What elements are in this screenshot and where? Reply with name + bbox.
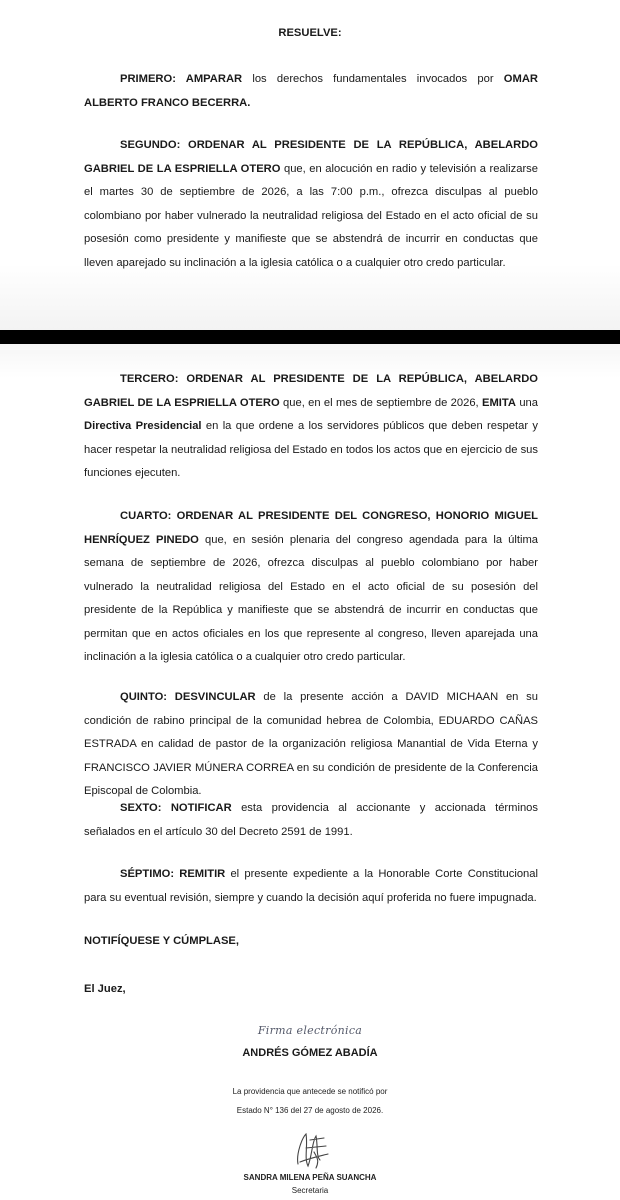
- segundo-label: SEGUNDO: ORDENAR AL PRESIDENTE DE LA REPÚBLICA, ABELARDO GABRIEL DE LA ESPRIELLA OTERO: [84, 139, 538, 175]
- notifiquese-line: NOTIFÍQUESE Y CÚMPLASE,: [84, 935, 239, 947]
- sexto-text: esta providencia al accionante y accionada términos señalados en el artículo 30 del Decreto 2591 de 1991.: [84, 802, 538, 838]
- paragraph-septimo: [84, 863, 538, 910]
- primero-label: PRIMERO: AMPARAR: [120, 73, 243, 85]
- tercero-directiva: Directiva Presidencial: [84, 420, 202, 432]
- primero-text: los derechos fundamentales invocados por: [242, 73, 504, 85]
- el-juez-line: El Juez,: [84, 983, 126, 995]
- quinto-label: QUINTO: DESVINCULAR: [120, 691, 256, 703]
- septimo-label: SÉPTIMO: REMITIR: [120, 868, 226, 880]
- paragraph-primero: [84, 68, 538, 115]
- primero-name: OMAR ALBERTO FRANCO BECERRA.: [84, 73, 538, 109]
- paragraph-cuarto: [84, 505, 538, 670]
- page-separator-band: [0, 330, 620, 344]
- resuelve-heading: RESUELVE:: [278, 27, 342, 39]
- electronic-signature-label: Firma electrónica: [257, 1024, 363, 1037]
- secretary-name: SANDRA MILENA PEÑA SUANCHA: [243, 1173, 377, 1182]
- segundo-text: que, en alocución en radio y televisión a realizarse el martes 30 de septiembre de 2026, a las 7:00 p.m., ofrezca disculpas al pueblo colombiano por haber vulnerado la neutralidad religiosa del Estado en el acto oficial de su posesión como presidente y manifieste que se abstendrá de incurrir en conductas que lleven aparejado su inclinación a la iglesia católica o a cualquier otro credo particular.: [84, 162, 538, 269]
- paragraph-sexto: [84, 797, 538, 844]
- tercero-text-1: que, en el mes de septiembre de 2026,: [279, 396, 483, 409]
- tercero-text-2: una: [516, 396, 539, 409]
- notification-line-1: La providencia que antecede se notificó por: [232, 1087, 388, 1096]
- septimo-text: el presente expediente a la Honorable Corte Constitucional para su eventual revisión, siempre y cuando la decisión aquí proferida no fuere impugnada.: [84, 868, 538, 904]
- tercero-label: TERCERO: ORDENAR AL PRESIDENTE DE LA REPÚBLICA, ABELARDO GABRIEL DE LA ESPRIELLA OTERO: [84, 373, 538, 409]
- sexto-label: SEXTO: NOTIFICAR: [120, 802, 232, 814]
- paragraph-tercero: [84, 368, 538, 486]
- paragraph-quinto: [84, 686, 538, 804]
- secretary-role: Secretaria: [291, 1186, 329, 1195]
- paragraph-segundo: [84, 134, 538, 275]
- tercero-text-3: en la que ordene a los servidores públicos que deben respetar y hacer respetar la neutralidad religiosa del Estado en todos los actos que en ejercicio de sus funciones ejecuten.: [84, 420, 538, 479]
- tercero-emita: EMITA: [482, 396, 516, 409]
- judge-name: ANDRÉS GÓMEZ ABADÍA: [242, 1047, 378, 1059]
- handwritten-signature: [286, 1126, 336, 1172]
- notification-line-2: Estado N° 136 del 27 de agosto de 2026.: [236, 1106, 384, 1115]
- cuarto-text: que, en sesión plenaria del congreso agendada para la última semana de septiembre de 2026, ofrezca disculpas al pueblo colombiano por haber vulnerado la neutralidad religiosa del Estado en el acto oficial de su posesión del presidente de la República y manifieste que se abstendrá de incurrir en conductas que permitan que en actos oficiales en los que represente al congreso, lleven aparejada una inclinación a la iglesia católica o a cualquier otro credo particular.: [84, 533, 538, 663]
- cuarto-label: CUARTO: ORDENAR AL PRESIDENTE DEL CONGRESO, HONORIO MIGUEL HENRÍQUEZ PINEDO: [84, 510, 538, 546]
- quinto-text: de la presente acción a DAVID MICHAAN en su condición de rabino principal de la comunidad hebrea de Colombia, EDUARDO CAÑAS ESTRADA en calidad de pastor de la organización religiosa Manantial de Vida Eterna y FRANCISCO JAVIER MÚNERA CORREA en su condición de presidente de la Conferencia Episcopal de Colombia.: [84, 691, 538, 797]
